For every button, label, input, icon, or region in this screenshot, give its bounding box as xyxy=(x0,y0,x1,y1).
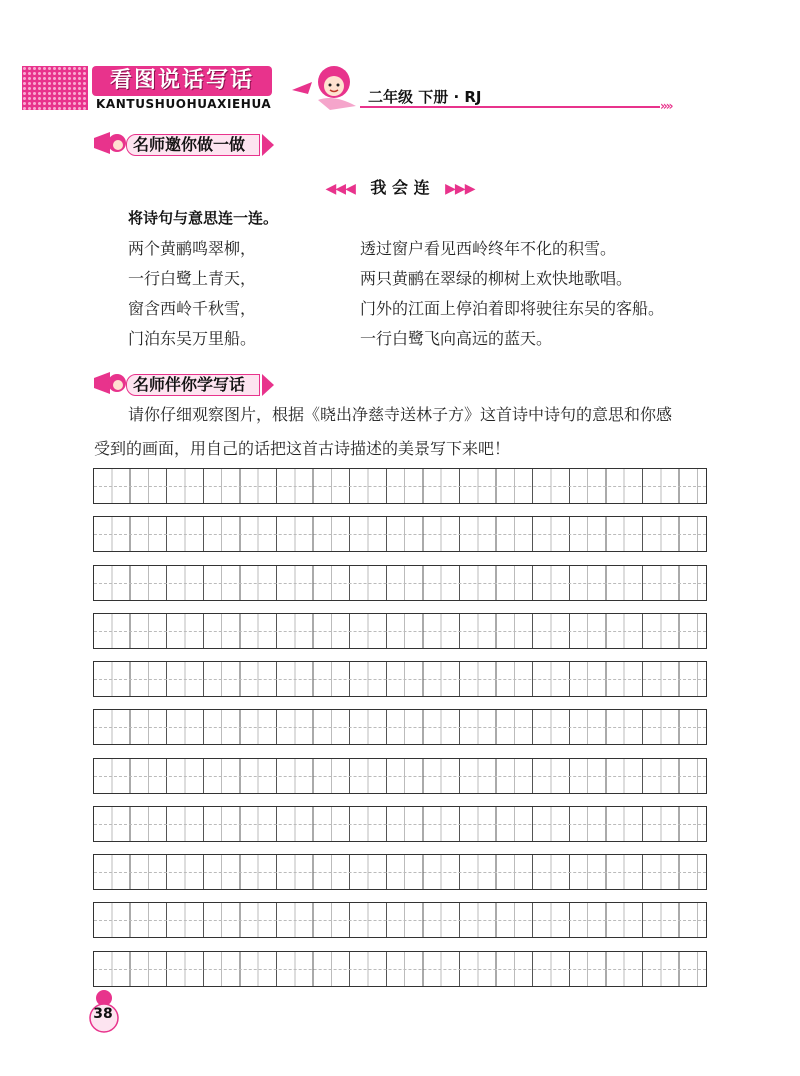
page-number: 38 xyxy=(93,1006,113,1022)
poem-line: 两个黄鹂鸣翠柳， xyxy=(128,239,257,258)
writing-prompt-line: 受到的画面，用自己的话把这首古诗描述的美景写下来吧！ xyxy=(94,439,511,458)
meaning-line: 门外的江面上停泊着即将驶往东吴的客船。 xyxy=(360,299,665,318)
banner-arrow-icon xyxy=(262,374,274,396)
header-dot-pattern xyxy=(22,66,88,110)
writing-grid-row[interactable] xyxy=(93,854,707,890)
writing-grid-row[interactable] xyxy=(93,709,707,745)
book-title: 看图说话写话 xyxy=(92,66,272,96)
meaning-line: 一行白鹭飞向高远的蓝天。 xyxy=(360,329,553,348)
poem-line: 窗含西岭千秋雪， xyxy=(128,299,257,318)
writing-grid-row[interactable] xyxy=(93,661,707,697)
mascot-girl-icon xyxy=(290,60,360,112)
writing-grid-row[interactable] xyxy=(93,806,707,842)
section-title: 名师邀你做一做 xyxy=(126,134,260,156)
section-banner-practice xyxy=(92,130,292,156)
exercise-heading-text: 我 会 连 xyxy=(370,178,430,197)
megaphone-mascot-icon xyxy=(92,370,128,396)
section-banner-writing xyxy=(92,370,292,396)
header-arrow-icon: »» xyxy=(660,99,672,113)
meaning-line: 两只黄鹂在翠绿的柳树上欢快地歌唱。 xyxy=(360,269,633,288)
writing-grid-row[interactable] xyxy=(93,516,707,552)
writing-grid-row[interactable] xyxy=(93,902,707,938)
grade-label: 二年级 下册 · RJ xyxy=(368,88,482,106)
instruction: 将诗句与意思连一连。 xyxy=(128,209,279,227)
poem-line: 门泊东吴万里船。 xyxy=(128,329,257,348)
writing-grid-row[interactable] xyxy=(93,613,707,649)
chevrons-right-icon: ▶▶▶ xyxy=(445,181,475,197)
writing-grid-row[interactable] xyxy=(93,758,707,794)
book-title-pinyin: KANTUSHUOHUAXIEHUA xyxy=(96,97,272,111)
section-title: 名师伴你学写话 xyxy=(126,374,260,396)
banner-arrow-icon xyxy=(262,134,274,156)
poem-line: 一行白鹭上青天， xyxy=(128,269,257,288)
exercise-heading xyxy=(310,175,490,198)
megaphone-mascot-icon xyxy=(92,130,128,156)
header-rule xyxy=(360,106,660,108)
writing-prompt-line: 请你仔细观察图片，根据《晓出净慈寺送林子方》这首诗中诗句的意思和你感 xyxy=(128,405,673,424)
chevrons-left-icon: ◀◀◀ xyxy=(325,181,355,197)
writing-grid-row[interactable] xyxy=(93,565,707,601)
meaning-line: 透过窗户看见西岭终年不化的积雪。 xyxy=(360,239,617,258)
writing-grid-row[interactable] xyxy=(93,468,707,504)
writing-grid-row[interactable] xyxy=(93,951,707,987)
